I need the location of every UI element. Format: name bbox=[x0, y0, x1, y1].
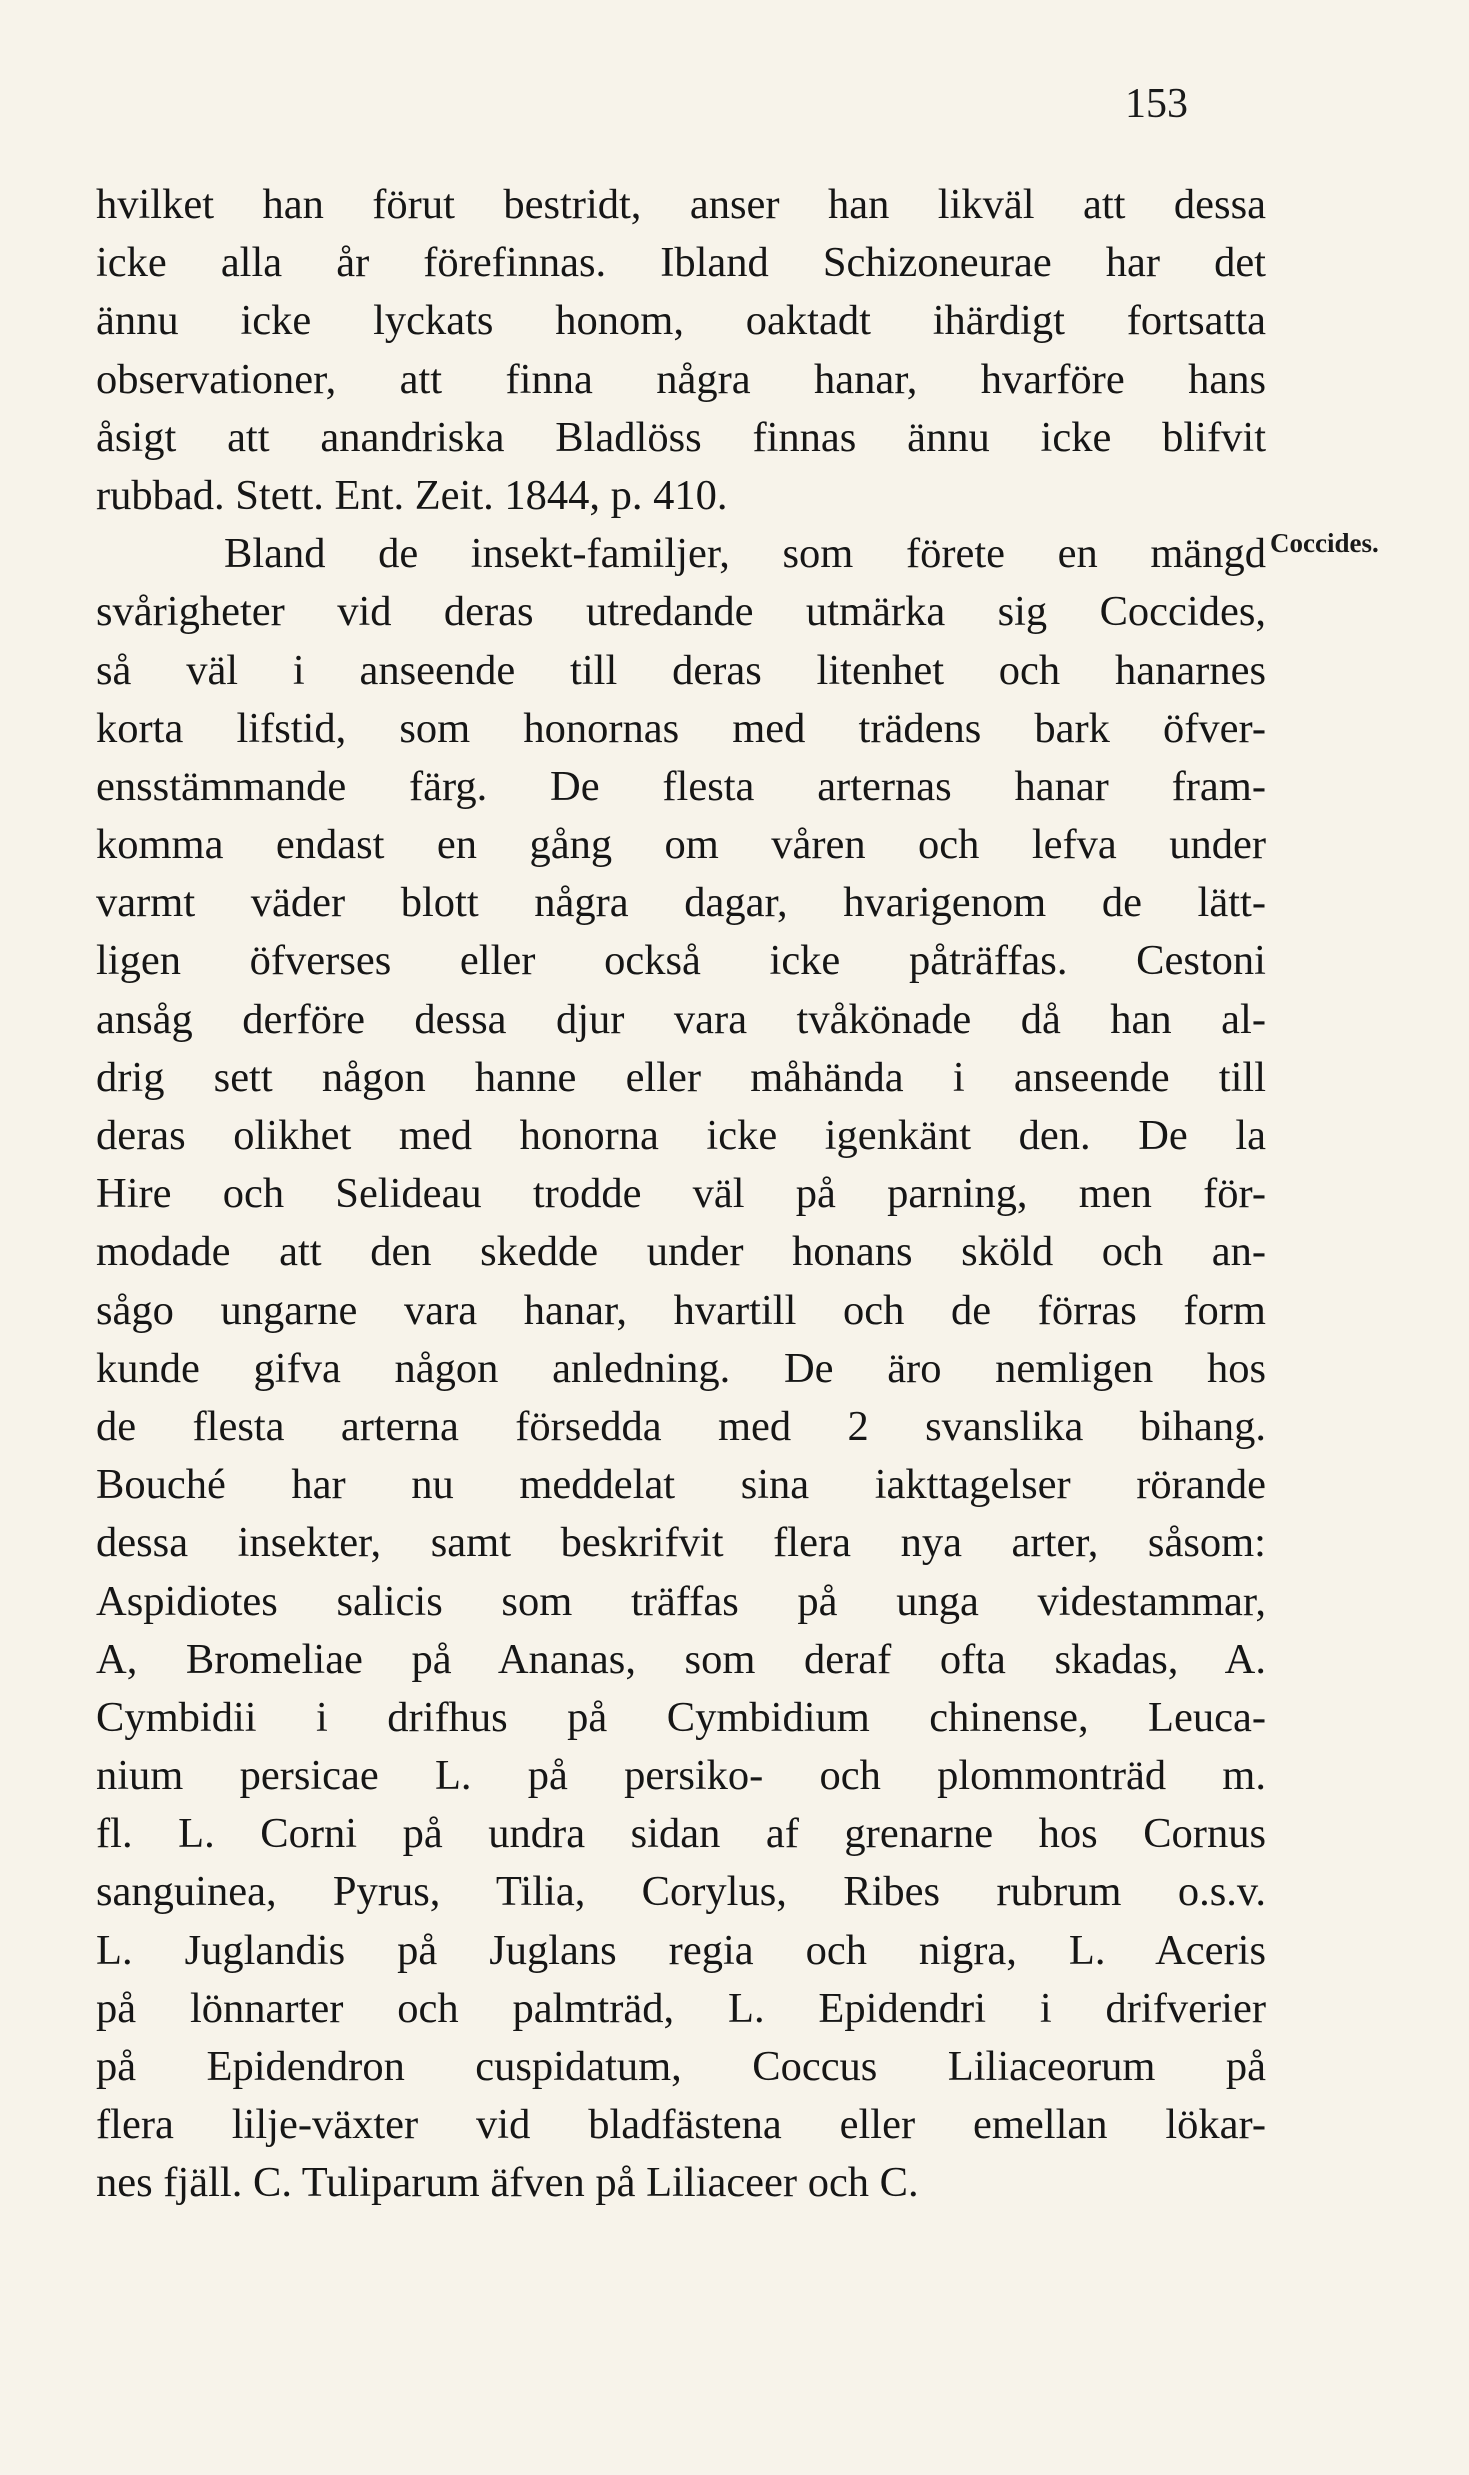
text-line: Bouché har nu meddelat sina iakttagelser rörande bbox=[96, 1461, 1266, 1509]
text-line: Hire och Selideau trodde väl på parning, men för- bbox=[96, 1170, 1266, 1218]
text-line: ansåg derföre dessa djur vara tvåkönade då han al- bbox=[96, 995, 1266, 1043]
text-line: de flesta arterna försedda med 2 svanslika bihang. bbox=[96, 1402, 1266, 1450]
text-line: modade att den skedde under honans sköld och an- bbox=[96, 1228, 1266, 1276]
text-line: flera lilje-växter vid bladfästena eller emellan lökar- bbox=[96, 2101, 1266, 2149]
body-text bbox=[96, 176, 1266, 2213]
text-line: ligen öfverses eller också icke påträffas. Cestoni bbox=[96, 937, 1266, 985]
text-line: så väl i anseende till deras litenhet och hanarnes bbox=[96, 646, 1266, 694]
text-line: icke alla år förefinnas. Ibland Schizoneurae har det bbox=[96, 239, 1266, 287]
text-line: kunde gifva någon anledning. De äro nemligen hos bbox=[96, 1344, 1266, 1392]
text-line: nes fjäll. C. Tuliparum äfven på Liliaceer och C. bbox=[96, 2159, 919, 2207]
text-line: Bland de insekt-familjer, som förete en mängd bbox=[224, 530, 1266, 578]
text-line: sanguinea, Pyrus, Tilia, Corylus, Ribes rubrum o.s.v. bbox=[96, 1868, 1266, 1916]
text-line: dessa insekter, samt beskrifvit flera nya arter, såsom: bbox=[96, 1519, 1266, 1567]
margin-note-coccides: Coccides. bbox=[1270, 528, 1379, 558]
text-line: L. Juglandis på Juglans regia och nigra, L. Aceris bbox=[96, 1926, 1266, 1974]
text-line: fl. L. Corni på undra sidan af grenarne hos Cornus bbox=[96, 1810, 1266, 1858]
text-line: komma endast en gång om våren och lefva under bbox=[96, 821, 1266, 869]
text-line: observationer, att finna några hanar, hvarföre hans bbox=[96, 355, 1266, 403]
text-line: korta lifstid, som honornas med trädens bark öfver- bbox=[96, 704, 1266, 752]
text-line: nium persicae L. på persiko- och plommonträd m. bbox=[96, 1752, 1266, 1800]
text-line: åsigt att anandriska Bladlöss finnas ännu icke blifvit bbox=[96, 413, 1266, 461]
text-line: varmt väder blott några dagar, hvarigenom de lätt- bbox=[96, 879, 1266, 927]
text-line: A, Bromeliae på Ananas, som deraf ofta skadas, A. bbox=[96, 1635, 1266, 1683]
text-line: Cymbidii i drifhus på Cymbidium chinense, Leuca- bbox=[96, 1693, 1266, 1741]
text-line: rubbad. Stett. Ent. Zeit. 1844, p. 410. bbox=[96, 471, 728, 519]
text-line: på lönnarter och palmträd, L. Epidendri i drifverier bbox=[96, 1984, 1266, 2032]
text-line: svårigheter vid deras utredande utmärka sig Coccides, bbox=[96, 588, 1266, 636]
text-line: på Epidendron cuspidatum, Coccus Liliaceorum på bbox=[96, 2043, 1266, 2090]
text-line: ännu icke lyckats honom, oaktadt ihärdigt fortsatta bbox=[96, 297, 1266, 345]
text-line: drig sett någon hanne eller måhända i anseende till bbox=[96, 1053, 1266, 1101]
text-line: sågo ungarne vara hanar, hvartill och de förras form bbox=[96, 1286, 1266, 1334]
text-line: ensstämmande färg. De flesta arternas hanar fram- bbox=[96, 762, 1266, 810]
text-line: Aspidiotes salicis som träffas på unga videstammar, bbox=[96, 1577, 1266, 1625]
text-line: deras olikhet med honorna icke igenkänt den. De la bbox=[96, 1112, 1266, 1159]
text-line: hvilket han förut bestridt, anser han likväl att dessa bbox=[96, 181, 1266, 228]
page-number: 153 bbox=[1125, 81, 1188, 127]
